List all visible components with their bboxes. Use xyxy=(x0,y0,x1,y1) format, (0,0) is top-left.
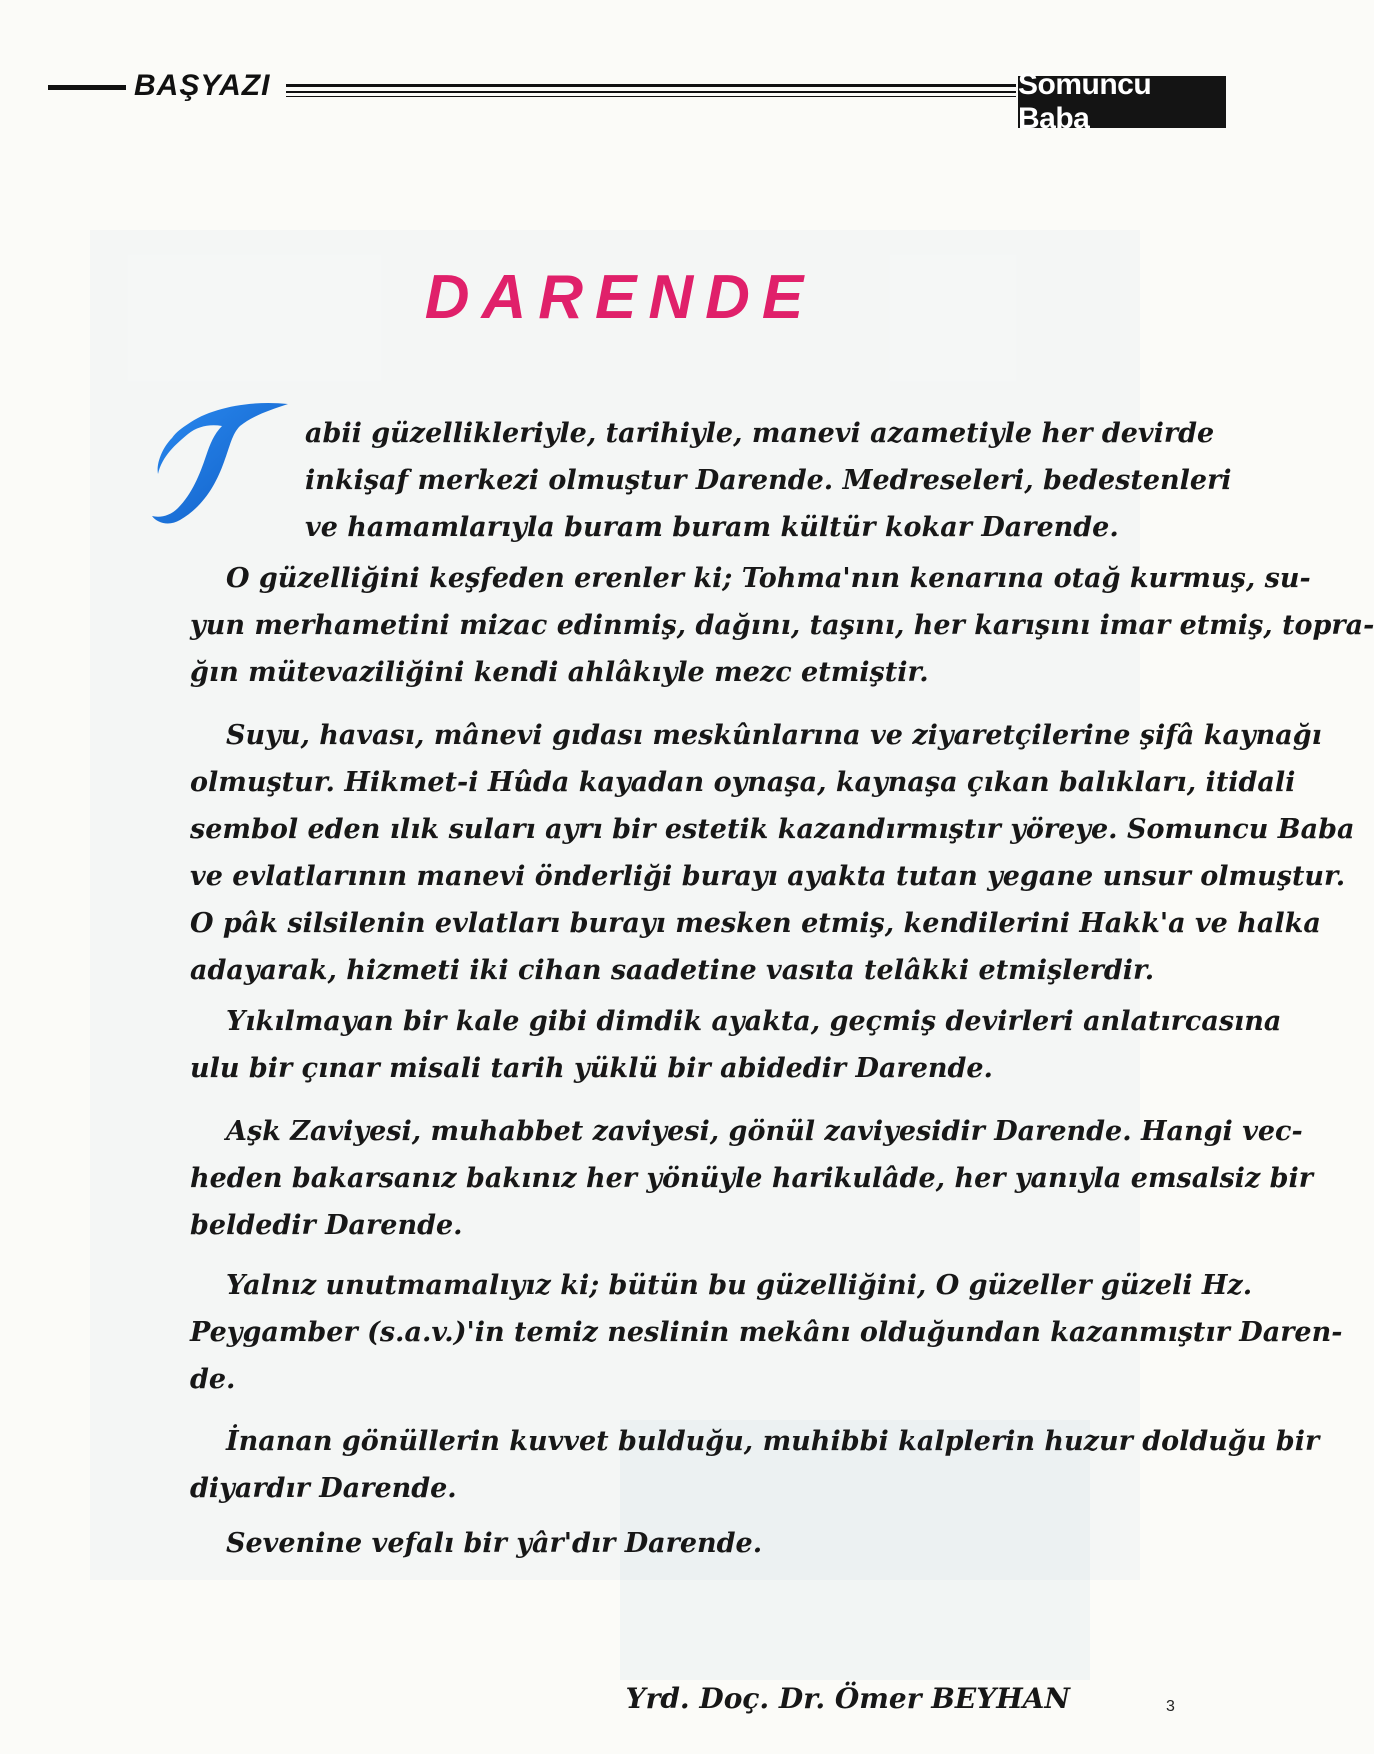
paragraph-line: heden bakarsanız bakınız her yönüyle harikulâde, her yanıyla emsalsiz bir xyxy=(190,1163,1314,1194)
drop-cap-t-icon xyxy=(140,390,290,540)
paragraph-line: O pâk silsilenin evlatları burayı mesken etmiş, kendilerini Hakk'a ve halka xyxy=(190,908,1321,939)
paragraph-line: Yıkılmayan bir kale gibi dimdik ayakta, geçmiş devirleri anlatırcasına xyxy=(226,1006,1282,1037)
article-intro xyxy=(305,410,1232,551)
paragraph-line: ğın mütevaziliğini kendi ahlâkıyle mezc etmiştir. xyxy=(190,657,929,688)
paragraph-line: beldedir Darende. xyxy=(190,1210,463,1241)
paragraph-line: Peygamber (s.a.v.)'in temiz neslinin mekânı olduğundan kazanmıştır Daren- xyxy=(190,1317,1343,1348)
section-label: BAŞYAZI xyxy=(134,69,271,102)
intro-line: abii güzellikleriyle, tarihiyle, manevi azametiyle her devirde xyxy=(305,418,1215,449)
header-rule xyxy=(286,96,1016,97)
paragraph-line: yun merhametini mizac edinmiş, dağını, taşını, her karışını imar etmiş, topra- xyxy=(190,610,1374,641)
intro-line: ve hamamlarıyla buram buram kültür kokar Darende. xyxy=(305,512,1119,543)
paragraph xyxy=(190,998,1282,1092)
paragraph xyxy=(190,1108,1314,1249)
header-rule-left xyxy=(48,85,126,90)
paragraph-line: ulu bir çınar misali tarih yüklü bir abidedir Darende. xyxy=(190,1053,993,1084)
paragraph xyxy=(190,1418,1320,1512)
paragraph xyxy=(190,1520,1090,1567)
paragraph-line: Yalnız unutmamalıyız ki; bütün bu güzelliğini, O güzeller güzeli Hz. xyxy=(226,1270,1253,1301)
paragraph-line: Suyu, havası, mânevi gıdası meskûnlarına ve ziyaretçilerine şifâ kaynağı xyxy=(226,720,1322,751)
paragraph xyxy=(190,1262,1343,1403)
paragraph-line: Aşk Zaviyesi, muhabbet zaviyesi, gönül zaviyesidir Darende. Hangi vec- xyxy=(226,1116,1303,1147)
page-header xyxy=(48,68,1198,135)
paragraph-line: ve evlatlarının manevi önderliği burayı ayakta tutan yegane unsur olmuştur. xyxy=(190,861,1346,892)
paragraph xyxy=(190,555,1374,696)
paragraph-line: O güzelliğini keşfeden erenler ki; Tohma'nın kenarına otağ kurmuş, su- xyxy=(226,563,1311,594)
paragraph-line: Sevenine vefalı bir yâr'dır Darende. xyxy=(226,1528,763,1559)
paragraph-line: sembol eden ılık suları ayrı bir estetik kazandırmıştır yöreye. Somuncu Baba xyxy=(190,814,1355,845)
paragraph-line: adayarak, hizmeti iki cihan saadetine vasıta telâkki etmişlerdir. xyxy=(190,955,1155,986)
paragraph-line: de. xyxy=(190,1364,236,1395)
intro-line: inkişaf merkezi olmuştur Darende. Medreseleri, bedestenleri xyxy=(305,465,1232,496)
author-signature: Yrd. Doç. Dr. Ömer BEYHAN xyxy=(625,1682,1070,1715)
paragraph xyxy=(190,712,1355,994)
article-title: DARENDE xyxy=(424,263,816,332)
header-rule xyxy=(286,91,1016,93)
paragraph-line: diyardır Darende. xyxy=(190,1473,457,1504)
magazine-brand: Somuncu Baba xyxy=(1018,76,1226,128)
paragraph-line: olmuştur. Hikmet-i Hûda kayadan oynaşa, kaynaşa çıkan balıkları, itidali xyxy=(190,767,1296,798)
header-rule xyxy=(286,84,1016,87)
page-number: 3 xyxy=(1166,1698,1175,1715)
paragraph-line: İnanan gönüllerin kuvvet bulduğu, muhibbi kalplerin huzur dolduğu bir xyxy=(226,1426,1320,1457)
